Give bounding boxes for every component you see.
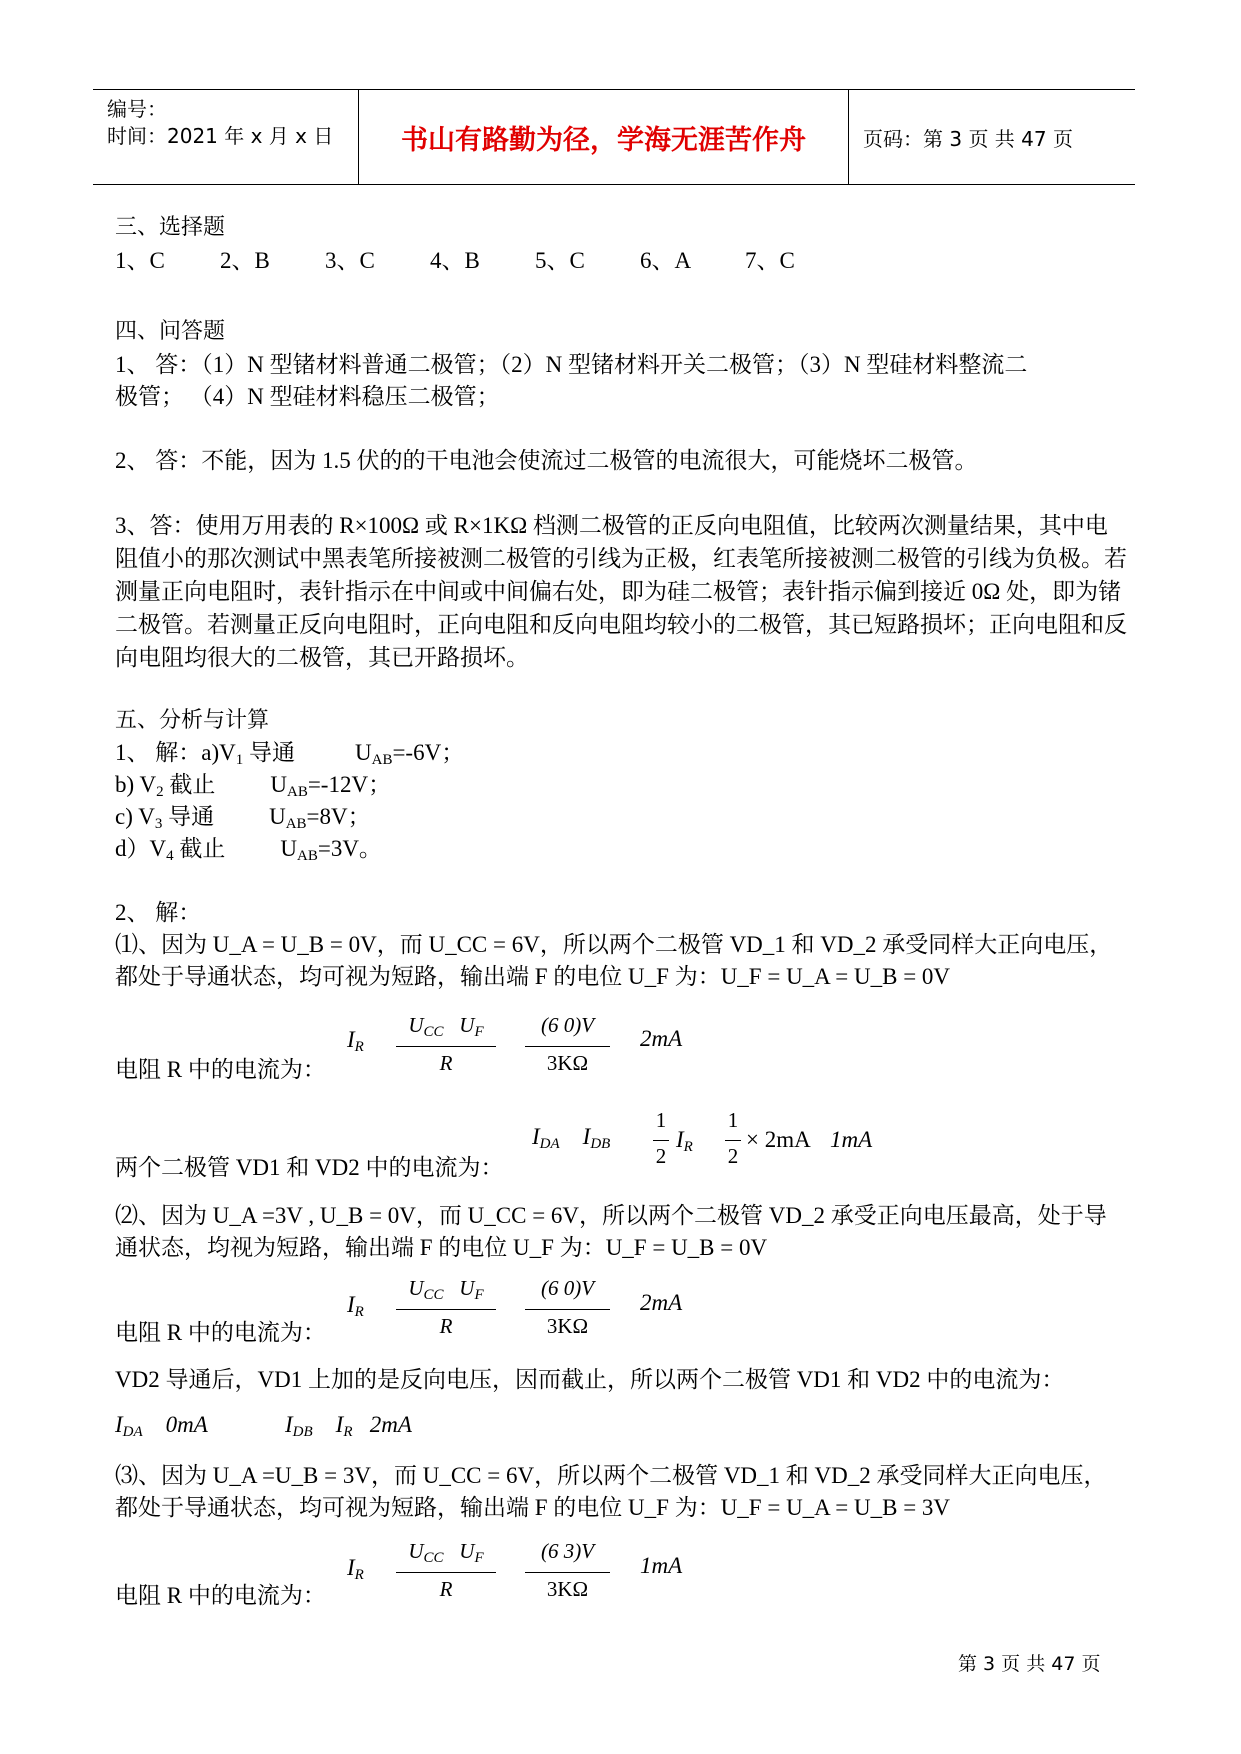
fraction-denominator: R <box>439 1314 453 1338</box>
subscript: R <box>343 1424 353 1440</box>
fraction-denominator: 3KΩ <box>546 1577 589 1601</box>
subscript: R <box>354 1567 364 1583</box>
ir-symbol: I <box>347 1027 355 1052</box>
text: I <box>582 1124 591 1149</box>
text: U <box>408 1539 424 1563</box>
subscript: 2 <box>156 784 164 800</box>
text: 截止 <box>173 836 226 861</box>
text: =-6V； <box>392 740 465 765</box>
text: U <box>459 1276 475 1300</box>
answer-item: 5、C <box>535 248 585 273</box>
answer-item: 7、C <box>745 248 795 273</box>
qa-1-line1: 1、 答：（1）N 型锗材料普通二极管；（2）N 型锗材料开关二极管；（3）N 型硅材料整流二 <box>115 352 1028 377</box>
page-footer: 第 3 页 共 47 页 <box>958 1653 1101 1675</box>
text: I <box>115 1412 123 1437</box>
fraction-numerator <box>396 1539 496 1564</box>
text: I <box>285 1412 293 1437</box>
formula-idb <box>285 1412 412 1438</box>
formula-times: × 2mA <box>746 1127 811 1152</box>
answer-item: 4、B <box>430 248 480 273</box>
calc-2-p1-line1: ⑴、因为 U_A = U_B = 0V，而 U_CC = 6V，所以两个二极管 VD_1 和 VD_2 承受同样大正向电压， <box>115 932 1113 957</box>
fraction-denominator: 2 <box>727 1144 739 1168</box>
subscript: F <box>474 1550 484 1566</box>
formula-result: 2mA <box>640 1026 683 1051</box>
answer-item: 6、A <box>640 248 692 273</box>
fraction-bar <box>525 1572 610 1573</box>
fraction-denominator: 3KΩ <box>546 1051 589 1075</box>
divider <box>848 90 849 184</box>
number-label: 编号： <box>107 97 167 121</box>
fraction-denominator: R <box>439 1577 453 1601</box>
page-number-label: 页码：第 3 页 共 47 页 <box>863 126 1073 151</box>
fraction-bar <box>725 1140 741 1141</box>
formula-ir <box>347 1027 364 1053</box>
formula-ir <box>347 1292 364 1318</box>
qa-2: 2、 答：不能，因为 1.5 伏的的干电池会使流过二极管的电流很大，可能烧坏二极管。 <box>115 448 978 473</box>
text: U <box>459 1013 475 1037</box>
subscript: DB <box>590 1136 611 1152</box>
text: I <box>347 1292 355 1317</box>
formula-result: 2mA <box>640 1290 683 1315</box>
calc-2-p2-line1: ⑵、因为 U_A =3V , U_B = 0V，而 U_CC = 6V，所以两个二极管 VD_2 承受正向电压最高，处于导 <box>115 1203 1107 1228</box>
fraction-bar <box>396 1046 496 1047</box>
fraction-bar <box>525 1046 610 1047</box>
text: c) V <box>115 804 155 829</box>
text: U <box>280 836 297 861</box>
qa-1-line2: 极管； （4）N 型硅材料稳压二极管； <box>115 384 500 409</box>
subscript: F <box>474 1024 484 1040</box>
formula-result: 1mA <box>830 1127 873 1152</box>
fraction-numerator <box>396 1013 496 1038</box>
fraction-numerator: 1 <box>727 1108 739 1132</box>
calc-2-p2-after: VD2 导通后，VD1 上加的是反向电压，因而截止，所以两个二极管 VD1 和 VD2 中的电流为： <box>115 1367 1065 1392</box>
subscript: CC <box>423 1550 444 1566</box>
subscript: R <box>354 1039 364 1055</box>
text: I <box>335 1412 344 1437</box>
text: U <box>269 804 286 829</box>
text: 导通 <box>243 740 295 765</box>
subscript: R <box>354 1304 364 1320</box>
text: =-12V； <box>307 772 392 797</box>
subscript: DA <box>122 1424 143 1440</box>
fraction-denominator: 3KΩ <box>546 1314 589 1338</box>
text: I <box>532 1124 540 1149</box>
subscript: AB <box>285 816 307 832</box>
current-r-label: 电阻 R 中的电流为： <box>115 1583 326 1608</box>
calc-2-p1-line2: 都处于导通状态，均可视为短路，输出端 F 的电位 U_F 为：U_F = U_A = U_B = 0V <box>115 964 951 989</box>
time-label: 时间：2021 年 x 月 x 日 <box>107 124 334 148</box>
text: 2mA <box>369 1412 412 1437</box>
qa-3: 3、答：使用万用表的 R×100Ω 或 R×1KΩ 档测二极管的正反向电阻值，比较两次测量结果，其中电阻值小的那次测试中黑表笔所接被测二极管的引线为正极，红表笔所接被测二极管的引线为负极。若测量正向电阻时，表针指示在中间或中间偏右处，即为硅二极管；表针指示偏到接近 0Ω 处，即为锗二极管。若测量正反向电阻时，正向电阻和反向电阻均较小的二极管，其已短路损坏；正向电阻和反向电阻均很大的二极管，其已开路损坏。 <box>115 513 1127 670</box>
current-r-label: 电阻 R 中的电流为： <box>115 1320 326 1345</box>
fraction-numerator: (6 0)V <box>540 1013 595 1037</box>
subscript: CC <box>423 1287 444 1303</box>
calc-1-b <box>115 769 391 801</box>
subscript: AB <box>286 784 308 800</box>
subscript: R <box>683 1139 693 1155</box>
calc-2-p3-line1: ⑶、因为 U_A =U_B = 3V，而 U_CC = 6V，所以两个二极管 VD_1 和 VD_2 承受同样大正向电压， <box>115 1463 1107 1488</box>
text: b) V <box>115 772 157 797</box>
fraction-numerator: (6 0)V <box>540 1276 595 1300</box>
answer-item: 2、B <box>220 248 270 273</box>
section-title-qa: 四、问答题 <box>115 319 226 344</box>
subscript: DB <box>292 1424 313 1440</box>
subscript: F <box>474 1287 484 1303</box>
text: =8V； <box>306 804 371 829</box>
calc-2-label: 2、 解： <box>115 900 202 925</box>
fraction-bar <box>525 1309 610 1310</box>
current-r-label: 电阻 R 中的电流为： <box>115 1057 326 1082</box>
calc-1-a <box>115 737 464 769</box>
subscript: AB <box>297 848 318 864</box>
two-diode-current-label: 两个二极管 VD1 和 VD2 中的电流为： <box>115 1155 504 1180</box>
calc-1-d <box>115 833 382 865</box>
formula-ida <box>532 1124 610 1150</box>
fraction-bar <box>396 1309 496 1310</box>
fraction-numerator: (6 3)V <box>540 1539 595 1563</box>
subscript: CC <box>423 1024 444 1040</box>
text: U <box>354 740 372 765</box>
calc-1-c <box>115 801 371 833</box>
formula-result: 1mA <box>640 1553 683 1578</box>
text: U <box>459 1539 475 1563</box>
fraction-bar <box>396 1572 496 1573</box>
calc-2-p2-line2: 通状态，均视为短路，输出端 F 的电位 U_F 为：U_F = U_B = 0V <box>115 1235 768 1260</box>
fraction-bar <box>653 1140 669 1141</box>
choice-answers <box>115 245 850 277</box>
text: U <box>270 772 287 797</box>
section-title-choice: 三、选择题 <box>115 215 226 240</box>
fraction-denominator: R <box>439 1051 453 1075</box>
subscript: 4 <box>166 848 174 864</box>
header-meta <box>107 96 357 150</box>
formula-ir <box>347 1555 364 1581</box>
text: I <box>347 1555 355 1580</box>
subscript: 3 <box>154 816 163 832</box>
text: 截止 <box>163 772 216 797</box>
text: U <box>408 1013 424 1037</box>
fraction-numerator <box>396 1276 496 1301</box>
text: =3V。 <box>317 836 382 861</box>
subscript: 1 <box>235 752 244 768</box>
answer-item: 3、C <box>325 248 375 273</box>
text: 导通 <box>162 804 215 829</box>
formula-ir <box>676 1127 693 1153</box>
motto: 书山有路勤为径，学海无涯苦作舟 <box>401 124 806 156</box>
text: I <box>676 1127 684 1152</box>
subscript: AB <box>371 752 393 768</box>
calc-2-p3-line2: 都处于导通状态，均可视为短路，输出端 F 的电位 U_F 为：U_F = U_A = U_B = 3V <box>115 1495 951 1520</box>
fraction-numerator: 1 <box>655 1108 667 1132</box>
page-header <box>93 89 1135 185</box>
fraction-denominator: 2 <box>655 1144 667 1168</box>
answer-item: 1、C <box>115 248 165 273</box>
section-title-calc: 五、分析与计算 <box>115 708 270 733</box>
formula-ida <box>115 1412 208 1438</box>
text: U <box>408 1276 424 1300</box>
text: 1、 解：a)V <box>115 740 236 765</box>
text: 0mA <box>165 1412 208 1437</box>
text: d）V <box>115 836 167 861</box>
subscript: DA <box>539 1136 560 1152</box>
